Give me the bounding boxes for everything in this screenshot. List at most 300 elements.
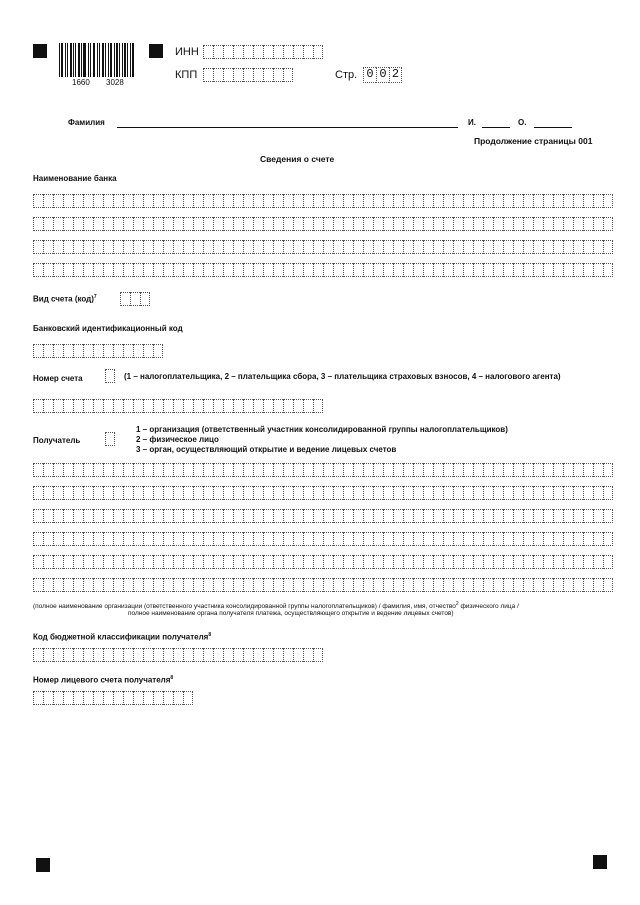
input-cell[interactable] bbox=[403, 217, 413, 231]
input-cell[interactable] bbox=[283, 263, 293, 277]
input-cell[interactable] bbox=[43, 240, 53, 254]
input-cell[interactable] bbox=[153, 194, 163, 208]
input-cell[interactable] bbox=[503, 532, 513, 546]
input-cell[interactable] bbox=[143, 691, 153, 705]
input-cell[interactable] bbox=[273, 399, 283, 413]
input-cell[interactable] bbox=[153, 691, 163, 705]
input-cell[interactable] bbox=[513, 217, 523, 231]
input-cell[interactable] bbox=[123, 555, 133, 569]
input-cell[interactable] bbox=[363, 463, 373, 477]
recipient-name-row-2[interactable] bbox=[33, 486, 613, 500]
bik-field[interactable] bbox=[33, 344, 163, 358]
input-cell[interactable] bbox=[573, 578, 583, 592]
input-cell[interactable] bbox=[593, 486, 603, 500]
input-cell[interactable] bbox=[293, 555, 303, 569]
input-cell[interactable] bbox=[243, 194, 253, 208]
input-cell[interactable] bbox=[483, 555, 493, 569]
input-cell[interactable] bbox=[193, 399, 203, 413]
input-cell[interactable] bbox=[233, 240, 243, 254]
input-cell[interactable] bbox=[303, 217, 313, 231]
input-cell[interactable] bbox=[163, 648, 173, 662]
input-cell[interactable] bbox=[263, 194, 273, 208]
input-cell[interactable] bbox=[33, 263, 43, 277]
input-cell[interactable] bbox=[223, 555, 233, 569]
input-cell[interactable] bbox=[523, 486, 533, 500]
input-cell[interactable] bbox=[543, 217, 553, 231]
input-cell[interactable] bbox=[563, 263, 573, 277]
input-cell[interactable] bbox=[313, 509, 323, 523]
input-cell[interactable] bbox=[493, 194, 503, 208]
input-cell[interactable] bbox=[443, 486, 453, 500]
input-cell[interactable] bbox=[523, 263, 533, 277]
input-cell[interactable] bbox=[353, 263, 363, 277]
input-cell[interactable] bbox=[443, 194, 453, 208]
input-cell[interactable] bbox=[313, 578, 323, 592]
input-cell[interactable] bbox=[263, 509, 273, 523]
input-cell[interactable] bbox=[573, 463, 583, 477]
input-cell[interactable] bbox=[103, 263, 113, 277]
bank-name-row-4[interactable] bbox=[33, 263, 613, 277]
input-cell[interactable] bbox=[403, 532, 413, 546]
input-cell[interactable] bbox=[573, 509, 583, 523]
input-cell[interactable] bbox=[163, 263, 173, 277]
kpp-field[interactable] bbox=[203, 68, 293, 82]
input-cell[interactable] bbox=[183, 399, 193, 413]
input-cell[interactable] bbox=[453, 263, 463, 277]
input-cell[interactable] bbox=[553, 240, 563, 254]
input-cell[interactable] bbox=[313, 532, 323, 546]
input-cell[interactable] bbox=[123, 463, 133, 477]
input-cell[interactable] bbox=[513, 263, 523, 277]
input-cell[interactable] bbox=[503, 263, 513, 277]
input-cell[interactable] bbox=[53, 532, 63, 546]
surname-line[interactable] bbox=[117, 127, 458, 128]
input-cell[interactable] bbox=[373, 532, 383, 546]
recipient-name-row-6[interactable] bbox=[33, 578, 613, 592]
input-cell[interactable] bbox=[133, 240, 143, 254]
input-cell[interactable] bbox=[113, 532, 123, 546]
input-cell[interactable] bbox=[593, 578, 603, 592]
input-cell[interactable] bbox=[453, 578, 463, 592]
recipient-name-row-5[interactable] bbox=[33, 555, 613, 569]
input-cell[interactable] bbox=[383, 263, 393, 277]
input-cell[interactable] bbox=[343, 486, 353, 500]
input-cell[interactable] bbox=[223, 240, 233, 254]
input-cell[interactable] bbox=[263, 399, 273, 413]
input-cell[interactable] bbox=[143, 194, 153, 208]
input-cell[interactable] bbox=[103, 240, 113, 254]
input-cell[interactable] bbox=[233, 463, 243, 477]
input-cell[interactable] bbox=[123, 399, 133, 413]
input-cell[interactable] bbox=[223, 532, 233, 546]
input-cell[interactable] bbox=[303, 648, 313, 662]
input-cell[interactable] bbox=[583, 486, 593, 500]
input-cell[interactable] bbox=[533, 263, 543, 277]
input-cell[interactable] bbox=[153, 263, 163, 277]
input-cell[interactable] bbox=[123, 578, 133, 592]
input-cell[interactable] bbox=[323, 217, 333, 231]
input-cell[interactable] bbox=[473, 240, 483, 254]
input-cell[interactable] bbox=[273, 68, 283, 82]
input-cell[interactable] bbox=[303, 578, 313, 592]
input-cell[interactable] bbox=[293, 532, 303, 546]
input-cell[interactable] bbox=[243, 217, 253, 231]
input-cell[interactable] bbox=[153, 509, 163, 523]
input-cell[interactable] bbox=[33, 555, 43, 569]
input-cell[interactable] bbox=[413, 240, 423, 254]
input-cell[interactable] bbox=[353, 217, 363, 231]
input-cell[interactable] bbox=[403, 463, 413, 477]
input-cell[interactable] bbox=[123, 509, 133, 523]
input-cell[interactable] bbox=[533, 532, 543, 546]
input-cell[interactable] bbox=[133, 555, 143, 569]
input-cell[interactable] bbox=[163, 399, 173, 413]
input-cell[interactable] bbox=[563, 509, 573, 523]
input-cell[interactable] bbox=[143, 509, 153, 523]
input-cell[interactable] bbox=[483, 578, 493, 592]
input-cell[interactable] bbox=[523, 578, 533, 592]
input-cell[interactable] bbox=[603, 240, 613, 254]
input-cell[interactable] bbox=[423, 578, 433, 592]
input-cell[interactable] bbox=[433, 463, 443, 477]
input-cell[interactable] bbox=[353, 509, 363, 523]
input-cell[interactable] bbox=[563, 578, 573, 592]
input-cell[interactable] bbox=[313, 486, 323, 500]
input-cell[interactable] bbox=[363, 194, 373, 208]
input-cell[interactable] bbox=[463, 486, 473, 500]
input-cell[interactable] bbox=[553, 578, 563, 592]
input-cell[interactable] bbox=[103, 509, 113, 523]
input-cell[interactable] bbox=[433, 486, 443, 500]
input-cell[interactable] bbox=[33, 240, 43, 254]
input-cell[interactable] bbox=[243, 486, 253, 500]
input-cell[interactable] bbox=[383, 486, 393, 500]
input-cell[interactable] bbox=[603, 463, 613, 477]
input-cell[interactable] bbox=[423, 263, 433, 277]
input-cell[interactable] bbox=[503, 578, 513, 592]
input-cell[interactable] bbox=[103, 399, 113, 413]
input-cell[interactable] bbox=[203, 263, 213, 277]
input-cell[interactable] bbox=[583, 578, 593, 592]
input-cell[interactable] bbox=[573, 217, 583, 231]
input-cell[interactable] bbox=[523, 194, 533, 208]
input-cell[interactable] bbox=[403, 194, 413, 208]
account-type-field[interactable] bbox=[120, 292, 150, 306]
input-cell[interactable] bbox=[393, 463, 403, 477]
input-cell[interactable] bbox=[403, 578, 413, 592]
input-cell[interactable] bbox=[83, 399, 93, 413]
input-cell[interactable] bbox=[593, 509, 603, 523]
input-cell[interactable] bbox=[253, 68, 263, 82]
input-cell[interactable] bbox=[73, 486, 83, 500]
input-cell[interactable] bbox=[493, 555, 503, 569]
input-cell[interactable] bbox=[583, 240, 593, 254]
input-cell[interactable] bbox=[543, 263, 553, 277]
input-cell[interactable] bbox=[243, 578, 253, 592]
input-cell[interactable] bbox=[223, 578, 233, 592]
input-cell[interactable] bbox=[423, 463, 433, 477]
input-cell[interactable] bbox=[83, 648, 93, 662]
input-cell[interactable] bbox=[103, 194, 113, 208]
input-cell[interactable] bbox=[553, 263, 563, 277]
input-cell[interactable] bbox=[583, 217, 593, 231]
input-cell[interactable] bbox=[173, 463, 183, 477]
input-cell[interactable] bbox=[93, 509, 103, 523]
initial-i-line[interactable] bbox=[482, 127, 510, 128]
input-cell[interactable] bbox=[83, 344, 93, 358]
input-cell[interactable] bbox=[163, 486, 173, 500]
input-cell[interactable] bbox=[33, 399, 43, 413]
input-cell[interactable] bbox=[213, 555, 223, 569]
input-cell[interactable] bbox=[193, 240, 203, 254]
input-cell[interactable] bbox=[113, 555, 123, 569]
input-cell[interactable] bbox=[173, 194, 183, 208]
input-cell[interactable] bbox=[263, 648, 273, 662]
input-cell[interactable] bbox=[163, 509, 173, 523]
input-cell[interactable] bbox=[393, 532, 403, 546]
input-cell[interactable] bbox=[583, 555, 593, 569]
input-cell[interactable] bbox=[173, 486, 183, 500]
input-cell[interactable] bbox=[213, 532, 223, 546]
input-cell[interactable] bbox=[123, 263, 133, 277]
input-cell[interactable] bbox=[203, 240, 213, 254]
input-cell[interactable] bbox=[143, 344, 153, 358]
input-cell[interactable] bbox=[143, 399, 153, 413]
input-cell[interactable] bbox=[533, 217, 543, 231]
input-cell[interactable] bbox=[113, 399, 123, 413]
input-cell[interactable] bbox=[93, 532, 103, 546]
input-cell[interactable] bbox=[173, 399, 183, 413]
input-cell[interactable] bbox=[573, 532, 583, 546]
input-cell[interactable] bbox=[263, 217, 273, 231]
input-cell[interactable] bbox=[263, 68, 273, 82]
input-cell[interactable] bbox=[93, 217, 103, 231]
input-cell[interactable] bbox=[383, 532, 393, 546]
input-cell[interactable] bbox=[183, 648, 193, 662]
input-cell[interactable] bbox=[533, 509, 543, 523]
input-cell[interactable] bbox=[233, 509, 243, 523]
input-cell[interactable] bbox=[343, 578, 353, 592]
input-cell[interactable] bbox=[33, 344, 43, 358]
input-cell[interactable] bbox=[173, 509, 183, 523]
input-cell[interactable] bbox=[323, 486, 333, 500]
recipient-name-row-1[interactable] bbox=[33, 463, 613, 477]
input-cell[interactable] bbox=[453, 555, 463, 569]
input-cell[interactable] bbox=[123, 532, 133, 546]
input-cell[interactable] bbox=[333, 578, 343, 592]
input-cell[interactable] bbox=[173, 240, 183, 254]
input-cell[interactable] bbox=[293, 240, 303, 254]
input-cell[interactable] bbox=[403, 240, 413, 254]
input-cell[interactable] bbox=[213, 648, 223, 662]
input-cell[interactable] bbox=[533, 463, 543, 477]
input-cell[interactable] bbox=[453, 217, 463, 231]
input-cell[interactable] bbox=[93, 344, 103, 358]
input-cell[interactable] bbox=[223, 399, 233, 413]
input-cell[interactable] bbox=[203, 45, 213, 59]
input-cell[interactable] bbox=[213, 486, 223, 500]
input-cell[interactable] bbox=[223, 648, 233, 662]
input-cell[interactable] bbox=[63, 263, 73, 277]
input-cell[interactable] bbox=[153, 648, 163, 662]
input-cell[interactable] bbox=[113, 648, 123, 662]
input-cell[interactable] bbox=[603, 217, 613, 231]
input-cell[interactable] bbox=[453, 240, 463, 254]
input-cell[interactable] bbox=[373, 194, 383, 208]
input-cell[interactable] bbox=[513, 463, 523, 477]
input-cell[interactable] bbox=[103, 648, 113, 662]
input-cell[interactable] bbox=[493, 217, 503, 231]
input-cell[interactable] bbox=[243, 509, 253, 523]
input-cell[interactable] bbox=[473, 578, 483, 592]
input-cell[interactable] bbox=[433, 240, 443, 254]
input-cell[interactable] bbox=[63, 344, 73, 358]
input-cell[interactable] bbox=[223, 217, 233, 231]
input-cell[interactable] bbox=[263, 263, 273, 277]
input-cell[interactable] bbox=[373, 486, 383, 500]
input-cell[interactable] bbox=[363, 578, 373, 592]
input-cell[interactable] bbox=[393, 217, 403, 231]
input-cell[interactable] bbox=[483, 509, 493, 523]
input-cell[interactable] bbox=[393, 486, 403, 500]
input-cell[interactable] bbox=[543, 486, 553, 500]
input-cell[interactable] bbox=[513, 555, 523, 569]
input-cell[interactable] bbox=[393, 509, 403, 523]
input-cell[interactable] bbox=[133, 509, 143, 523]
input-cell[interactable] bbox=[603, 578, 613, 592]
input-cell[interactable] bbox=[123, 344, 133, 358]
input-cell[interactable] bbox=[323, 463, 333, 477]
input-cell[interactable] bbox=[563, 463, 573, 477]
input-cell[interactable] bbox=[303, 263, 313, 277]
input-cell[interactable] bbox=[183, 217, 193, 231]
input-cell[interactable] bbox=[73, 217, 83, 231]
input-cell[interactable] bbox=[233, 68, 243, 82]
input-cell[interactable] bbox=[333, 532, 343, 546]
input-cell[interactable] bbox=[493, 263, 503, 277]
input-cell[interactable] bbox=[373, 509, 383, 523]
input-cell[interactable] bbox=[103, 578, 113, 592]
input-cell[interactable] bbox=[105, 369, 115, 383]
input-cell[interactable] bbox=[283, 486, 293, 500]
input-cell[interactable] bbox=[293, 45, 303, 59]
input-cell[interactable] bbox=[373, 263, 383, 277]
input-cell[interactable] bbox=[133, 691, 143, 705]
input-cell[interactable] bbox=[253, 509, 263, 523]
input-cell[interactable] bbox=[323, 532, 333, 546]
input-cell[interactable] bbox=[33, 532, 43, 546]
input-cell[interactable] bbox=[113, 691, 123, 705]
input-cell[interactable] bbox=[443, 578, 453, 592]
input-cell[interactable] bbox=[123, 217, 133, 231]
input-cell[interactable] bbox=[603, 263, 613, 277]
input-cell[interactable] bbox=[553, 194, 563, 208]
input-cell[interactable] bbox=[130, 292, 140, 306]
input-cell[interactable] bbox=[143, 486, 153, 500]
input-cell[interactable] bbox=[413, 532, 423, 546]
input-cell[interactable] bbox=[453, 509, 463, 523]
input-cell[interactable] bbox=[323, 263, 333, 277]
input-cell[interactable] bbox=[463, 578, 473, 592]
input-cell[interactable] bbox=[473, 555, 483, 569]
input-cell[interactable] bbox=[253, 463, 263, 477]
input-cell[interactable] bbox=[193, 555, 203, 569]
input-cell[interactable] bbox=[83, 555, 93, 569]
input-cell[interactable] bbox=[153, 240, 163, 254]
input-cell[interactable] bbox=[513, 532, 523, 546]
input-cell[interactable] bbox=[563, 486, 573, 500]
input-cell[interactable] bbox=[413, 194, 423, 208]
input-cell[interactable] bbox=[593, 555, 603, 569]
input-cell[interactable] bbox=[33, 648, 43, 662]
input-cell[interactable] bbox=[533, 194, 543, 208]
input-cell[interactable] bbox=[373, 463, 383, 477]
input-cell[interactable] bbox=[473, 463, 483, 477]
input-cell[interactable] bbox=[483, 486, 493, 500]
input-cell[interactable] bbox=[363, 486, 373, 500]
input-cell[interactable] bbox=[523, 240, 533, 254]
input-cell[interactable] bbox=[543, 240, 553, 254]
input-cell[interactable] bbox=[593, 217, 603, 231]
input-cell[interactable] bbox=[493, 240, 503, 254]
input-cell[interactable] bbox=[233, 194, 243, 208]
input-cell[interactable] bbox=[423, 194, 433, 208]
input-cell[interactable] bbox=[533, 578, 543, 592]
input-cell[interactable] bbox=[413, 509, 423, 523]
input-cell[interactable] bbox=[463, 463, 473, 477]
input-cell[interactable] bbox=[543, 509, 553, 523]
input-cell[interactable] bbox=[313, 555, 323, 569]
input-cell[interactable] bbox=[113, 344, 123, 358]
input-cell[interactable] bbox=[273, 263, 283, 277]
input-cell[interactable] bbox=[373, 217, 383, 231]
input-cell[interactable] bbox=[133, 263, 143, 277]
input-cell[interactable] bbox=[523, 555, 533, 569]
input-cell[interactable] bbox=[323, 555, 333, 569]
input-cell[interactable] bbox=[153, 463, 163, 477]
input-cell[interactable] bbox=[483, 532, 493, 546]
input-cell[interactable] bbox=[63, 399, 73, 413]
input-cell[interactable] bbox=[123, 194, 133, 208]
input-cell[interactable] bbox=[163, 217, 173, 231]
input-cell[interactable] bbox=[343, 194, 353, 208]
account-number-type-field[interactable] bbox=[105, 369, 115, 383]
inn-field[interactable] bbox=[203, 45, 323, 59]
input-cell[interactable] bbox=[133, 463, 143, 477]
input-cell[interactable] bbox=[43, 555, 53, 569]
input-cell[interactable] bbox=[303, 399, 313, 413]
input-cell[interactable] bbox=[383, 509, 393, 523]
input-cell[interactable] bbox=[283, 555, 293, 569]
input-cell[interactable] bbox=[363, 555, 373, 569]
input-cell[interactable] bbox=[503, 486, 513, 500]
input-cell[interactable] bbox=[603, 555, 613, 569]
input-cell[interactable] bbox=[133, 399, 143, 413]
input-cell[interactable] bbox=[303, 509, 313, 523]
input-cell[interactable] bbox=[203, 648, 213, 662]
input-cell[interactable] bbox=[563, 532, 573, 546]
input-cell[interactable] bbox=[113, 194, 123, 208]
input-cell[interactable] bbox=[163, 578, 173, 592]
input-cell[interactable] bbox=[103, 532, 113, 546]
input-cell[interactable] bbox=[283, 532, 293, 546]
input-cell[interactable] bbox=[43, 194, 53, 208]
input-cell[interactable] bbox=[173, 555, 183, 569]
input-cell[interactable] bbox=[243, 68, 253, 82]
input-cell[interactable] bbox=[463, 217, 473, 231]
input-cell[interactable] bbox=[63, 486, 73, 500]
input-cell[interactable] bbox=[43, 691, 53, 705]
